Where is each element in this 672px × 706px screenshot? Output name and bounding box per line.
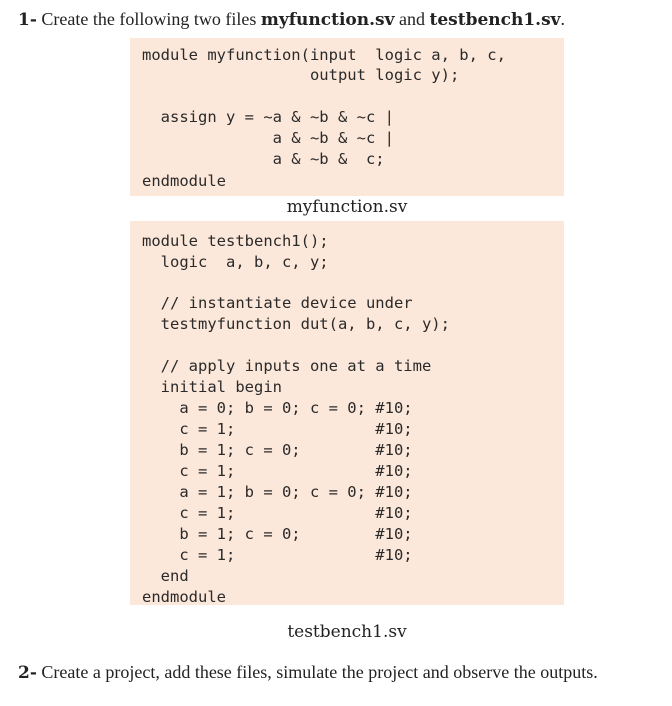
instruction-text: Create a project, add these files, simulate the project and observe the outputs. xyxy=(36,662,598,682)
code-line: a & ~b & ~c | xyxy=(142,129,394,147)
code-line: logic a, b, c, y; xyxy=(142,253,329,271)
item-number: 2- xyxy=(18,663,37,683)
filename-1: myfunction.sv xyxy=(260,10,395,30)
instruction-2 xyxy=(18,662,658,684)
code-block-testbench xyxy=(130,221,564,605)
code-line: c = 1; #10; xyxy=(142,462,413,480)
code-line: c = 1; #10; xyxy=(142,420,413,438)
code-line: module testbench1(); xyxy=(142,232,329,250)
code-line: assign y = ~a & ~b & ~c | xyxy=(142,108,394,126)
code-line: c = 1; #10; xyxy=(142,546,413,564)
code-line: initial begin xyxy=(142,378,282,396)
instruction-text: Create the following two files xyxy=(36,9,261,29)
caption-testbench: testbench1.sv xyxy=(287,622,407,642)
code-line: a = 0; b = 0; c = 0; #10; xyxy=(142,399,413,417)
code-line: // apply inputs one at a time xyxy=(142,357,432,375)
code-line: b = 1; c = 0; #10; xyxy=(142,525,413,543)
caption-myfunction: myfunction.sv xyxy=(286,197,408,217)
code-line: testmyfunction dut(a, b, c, y); xyxy=(142,315,450,333)
code-line: endmodule xyxy=(142,172,226,190)
code-line: // instantiate device under xyxy=(142,294,413,312)
code-line: endmodule xyxy=(142,588,226,606)
code-line: output logic y); xyxy=(142,66,460,84)
item-number: 1- xyxy=(18,10,37,30)
code-line: end xyxy=(142,567,189,585)
instruction-text: and xyxy=(394,9,430,29)
code-line: c = 1; #10; xyxy=(142,504,413,522)
code-line: b = 1; c = 0; #10; xyxy=(142,441,413,459)
filename-2: testbench1.sv xyxy=(429,10,561,30)
code-block-myfunction xyxy=(130,38,564,196)
instruction-1: 1- Create the following two files myfunction.sv and testbench1.sv. xyxy=(18,9,566,30)
code-line: a & ~b & c; xyxy=(142,150,385,168)
code-line: module myfunction(input logic a, b, c, xyxy=(142,46,506,64)
code-line: a = 1; b = 0; c = 0; #10; xyxy=(142,483,413,501)
